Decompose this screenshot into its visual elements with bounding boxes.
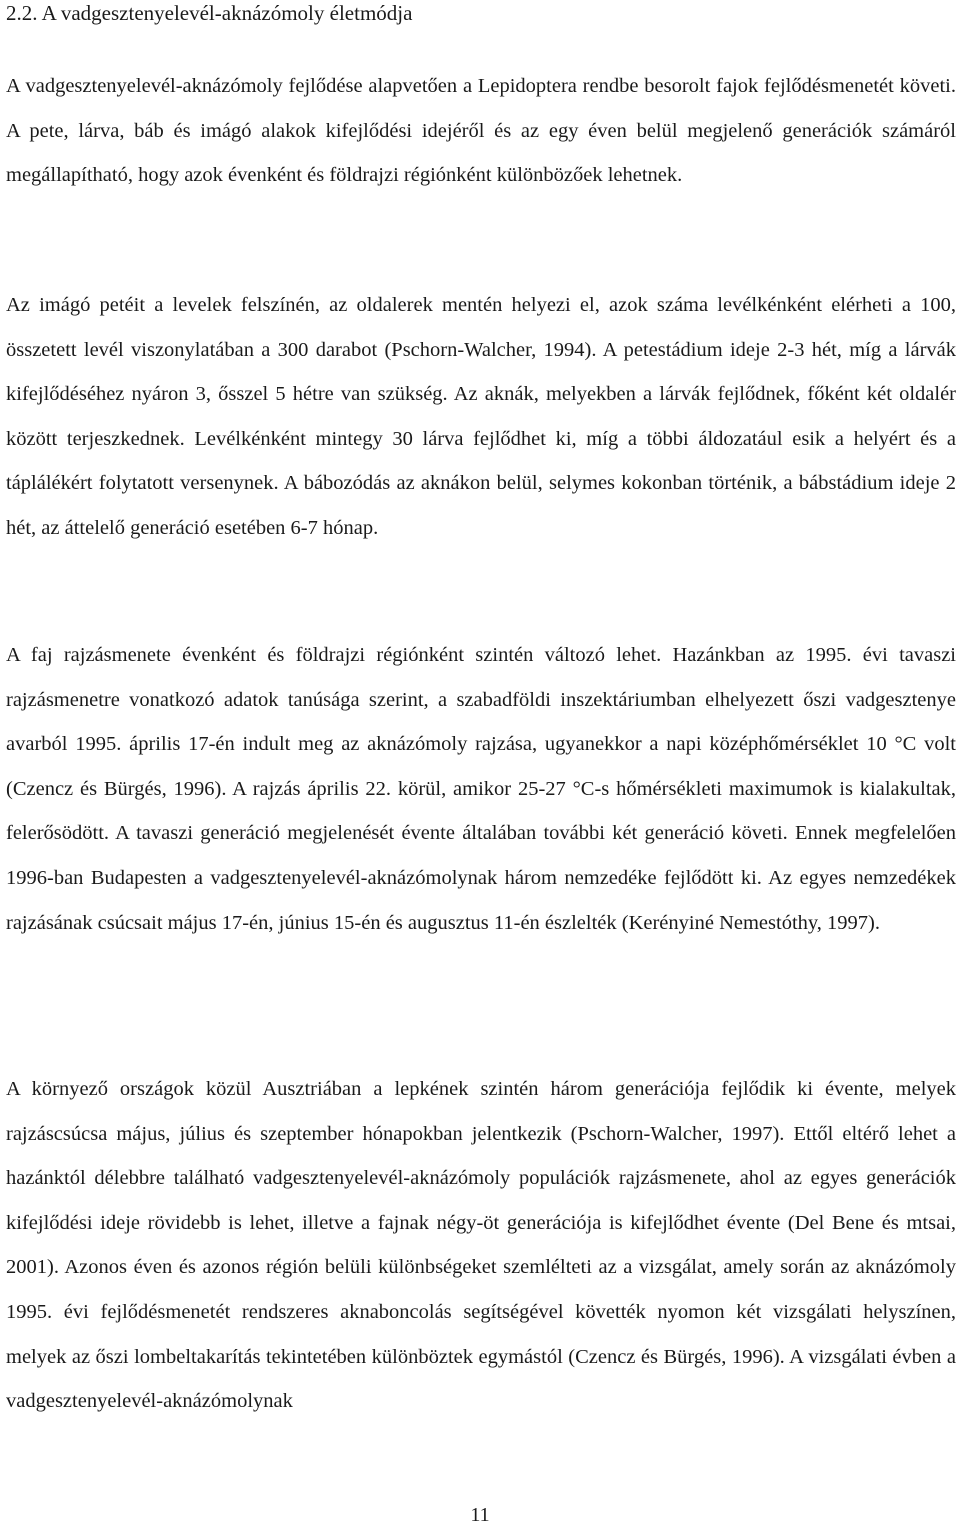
paragraph-development: A vadgesztenyelevél-aknázómoly fejlődése alapvetően a Lepidoptera rendbe besorolt fajok fejlődésmenetét követi. A pete, lárva, báb és imágó alakok kifejlődési idejéről és az egy éven belül megjelenő generációk számáról megállapítható, hogy azok évenként és földrajzi régiónként különbözőek lehetnek. [6, 75, 956, 187]
paragraph-neighboring-countries: A környező országok közül Ausztriában a lepkének szintén három generációja fejlődik ki évente, melyek rajzáscsúcsa május, július és szeptember hónapokban jelentkezik (Pschorn-Walcher, 1997). Ettől eltérő lehet a hazánktól délebbre található vadgesztenyelevél-aknázómoly populációk rajzásmenete, ahol az egyes generációk kifejlődési ideje rövidebb is lehet, illetve a fajnak négy-öt generációja is kifejlődhet évente (Del Bene és mtsai, 2001). Azonos éven és azonos régión belüli különbségeket szemlélteti az a vizsgálat, amely során az aknázómoly 1995. évi fejlődésmenetét rendszeres aknaboncolás segítségével követték nyomon két vizsgálati helyszínen, melyek az őszi lombeltakarítás tekintetében különböztek egymástól (Czencz és Bürgés, 1996). A vizsgálati évben a vadgesztenyelevél-aknázómolynak [6, 1078, 956, 1413]
paragraph-flight-pattern: A faj rajzásmenete évenként és földrajzi régiónként szintén változó lehet. Hazánkban az 1995. évi tavaszi rajzásmenetre vonatkozó adatok tanúsága szerint, a szabadföldi inszektáriumban elhelyezett őszi vadgesztenye avarból 1995. április 17-én indult meg az aknázómoly rajzása, ugyanekkor a napi középhőmérséklet 10 °C volt (Czencz és Bürgés, 1996). A rajzás április 22. körül, amikor 25-27 °C-s hőmérsékleti maximumok is kialakultak, felerősödött. A tavaszi generáció megjelenését évente általában további két generáció követi. Ennek megfelelően 1996-ban Budapesten a vadgesztenyelevél-aknázómolynak három nemzedéke fejlődött ki. Az egyes nemzedékek rajzásának csúcsait május 17-én, június 15-én és augusztus 11-én észlelték (Kerényiné Nemestóthy, 1997). [6, 644, 956, 934]
page-number: 11 [470, 1504, 490, 1526]
paragraph-egg-larva-stages: Az imágó petéit a levelek felszínén, az oldalerek mentén helyezi el, azok száma levélkénként elérheti a 100, összetett levél viszonylatában a 300 darabot (Pschorn-Walcher, 1994). A petestádium ideje 2-3 hét, míg a lárvák kifejlődéséhez nyáron 3, ősszel 5 hétre van szükség. Az aknák, melyekben a lárvák fejlődnek, főként két oldalér között terjeszkednek. Levélkénként mintegy 30 lárva fejlődhet ki, míg a többi áldozatául esik a helyért és a táplálékért folytatott versenynek. A bábozódás az aknákon belül, selymes kokonban történik, a bábstádium ideje 2 hét, az áttelelő generáció esetében 6-7 hónap. [6, 294, 956, 539]
section-heading: 2.2. A vadgesztenyelevél-aknázómoly életmódja [6, 1, 413, 25]
